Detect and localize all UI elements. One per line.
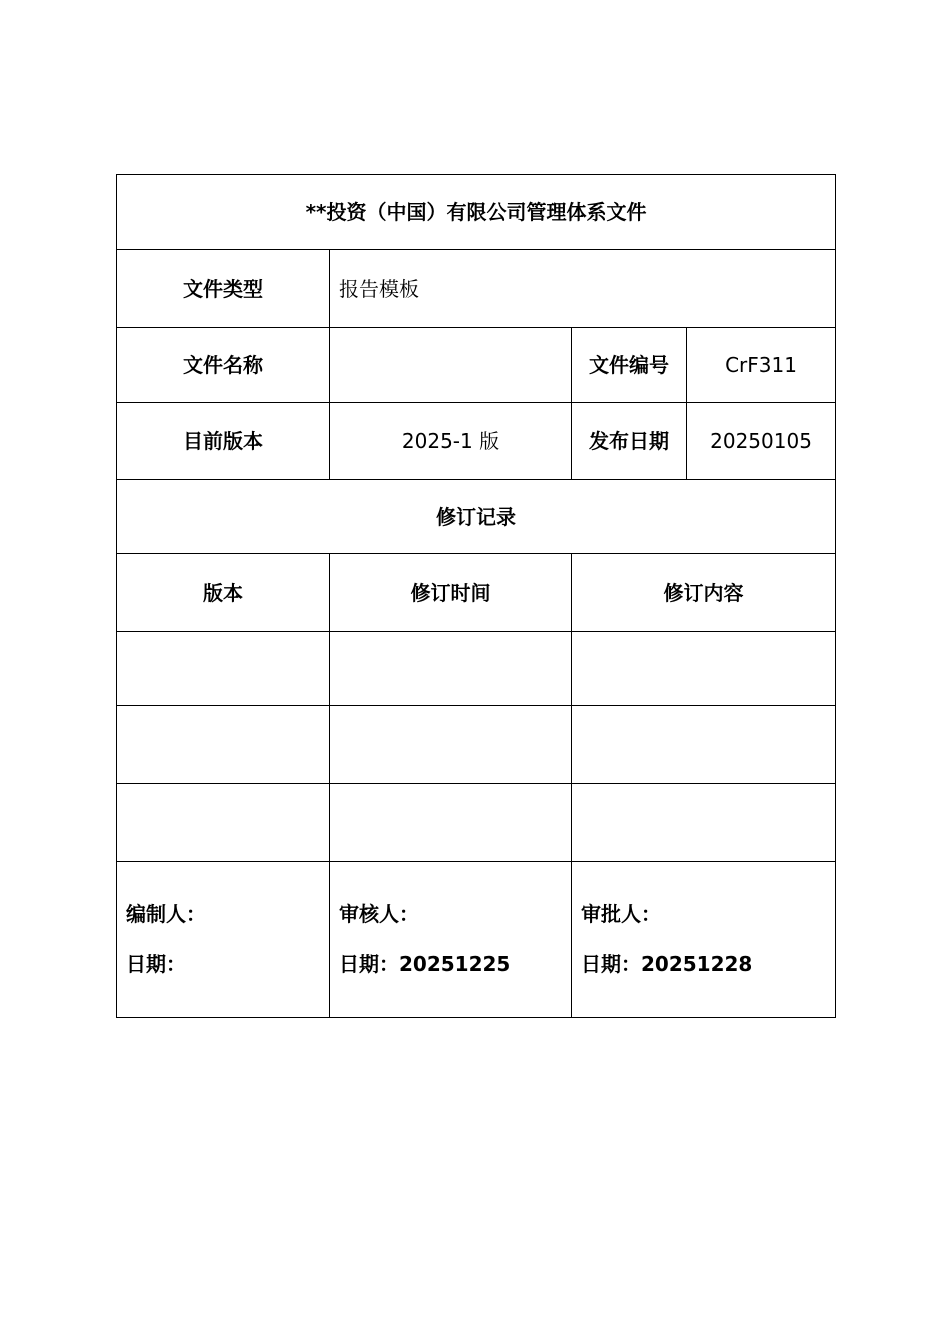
version-label: 目前版本 [117, 403, 330, 480]
preparer-date: 日期： [126, 952, 186, 976]
version-value: 2025-1 版 [330, 403, 572, 480]
release-date-value: 20250105 [687, 403, 836, 480]
doc-name-label: 文件名称 [117, 328, 330, 403]
doc-number-label: 文件编号 [572, 328, 687, 403]
doc-type-label: 文件类型 [117, 250, 330, 328]
preparer-signature-cell [117, 862, 330, 1018]
table-row [117, 784, 836, 862]
revision-cell [572, 632, 836, 706]
approver-signature-cell [572, 862, 836, 1018]
revision-cell [330, 784, 572, 862]
revision-column-version: 版本 [117, 554, 330, 632]
revision-column-content: 修订内容 [572, 554, 836, 632]
reviewer-date: 日期：20251225 [339, 952, 511, 976]
doc-type-value: 报告模板 [330, 250, 836, 328]
document-title: **投资（中国）有限公司管理体系文件 [117, 175, 836, 250]
release-date-label: 发布日期 [572, 403, 687, 480]
document-control-table [116, 174, 836, 1018]
revision-cell [117, 632, 330, 706]
revision-column-time: 修订时间 [330, 554, 572, 632]
doc-number-value: CrF311 [687, 328, 836, 403]
doc-name-value [330, 328, 572, 403]
revision-cell [330, 632, 572, 706]
revision-cell [330, 706, 572, 784]
revision-cell [117, 706, 330, 784]
reviewer-label: 审核人： [339, 902, 419, 926]
table-row [117, 632, 836, 706]
table-row [117, 706, 836, 784]
reviewer-signature-cell [330, 862, 572, 1018]
revision-cell [572, 784, 836, 862]
approver-date: 日期：20251228 [581, 952, 753, 976]
revision-cell [572, 706, 836, 784]
revision-cell [117, 784, 330, 862]
preparer-label: 编制人： [126, 902, 206, 926]
revision-section-title: 修订记录 [117, 480, 836, 554]
approver-label: 审批人： [581, 902, 661, 926]
